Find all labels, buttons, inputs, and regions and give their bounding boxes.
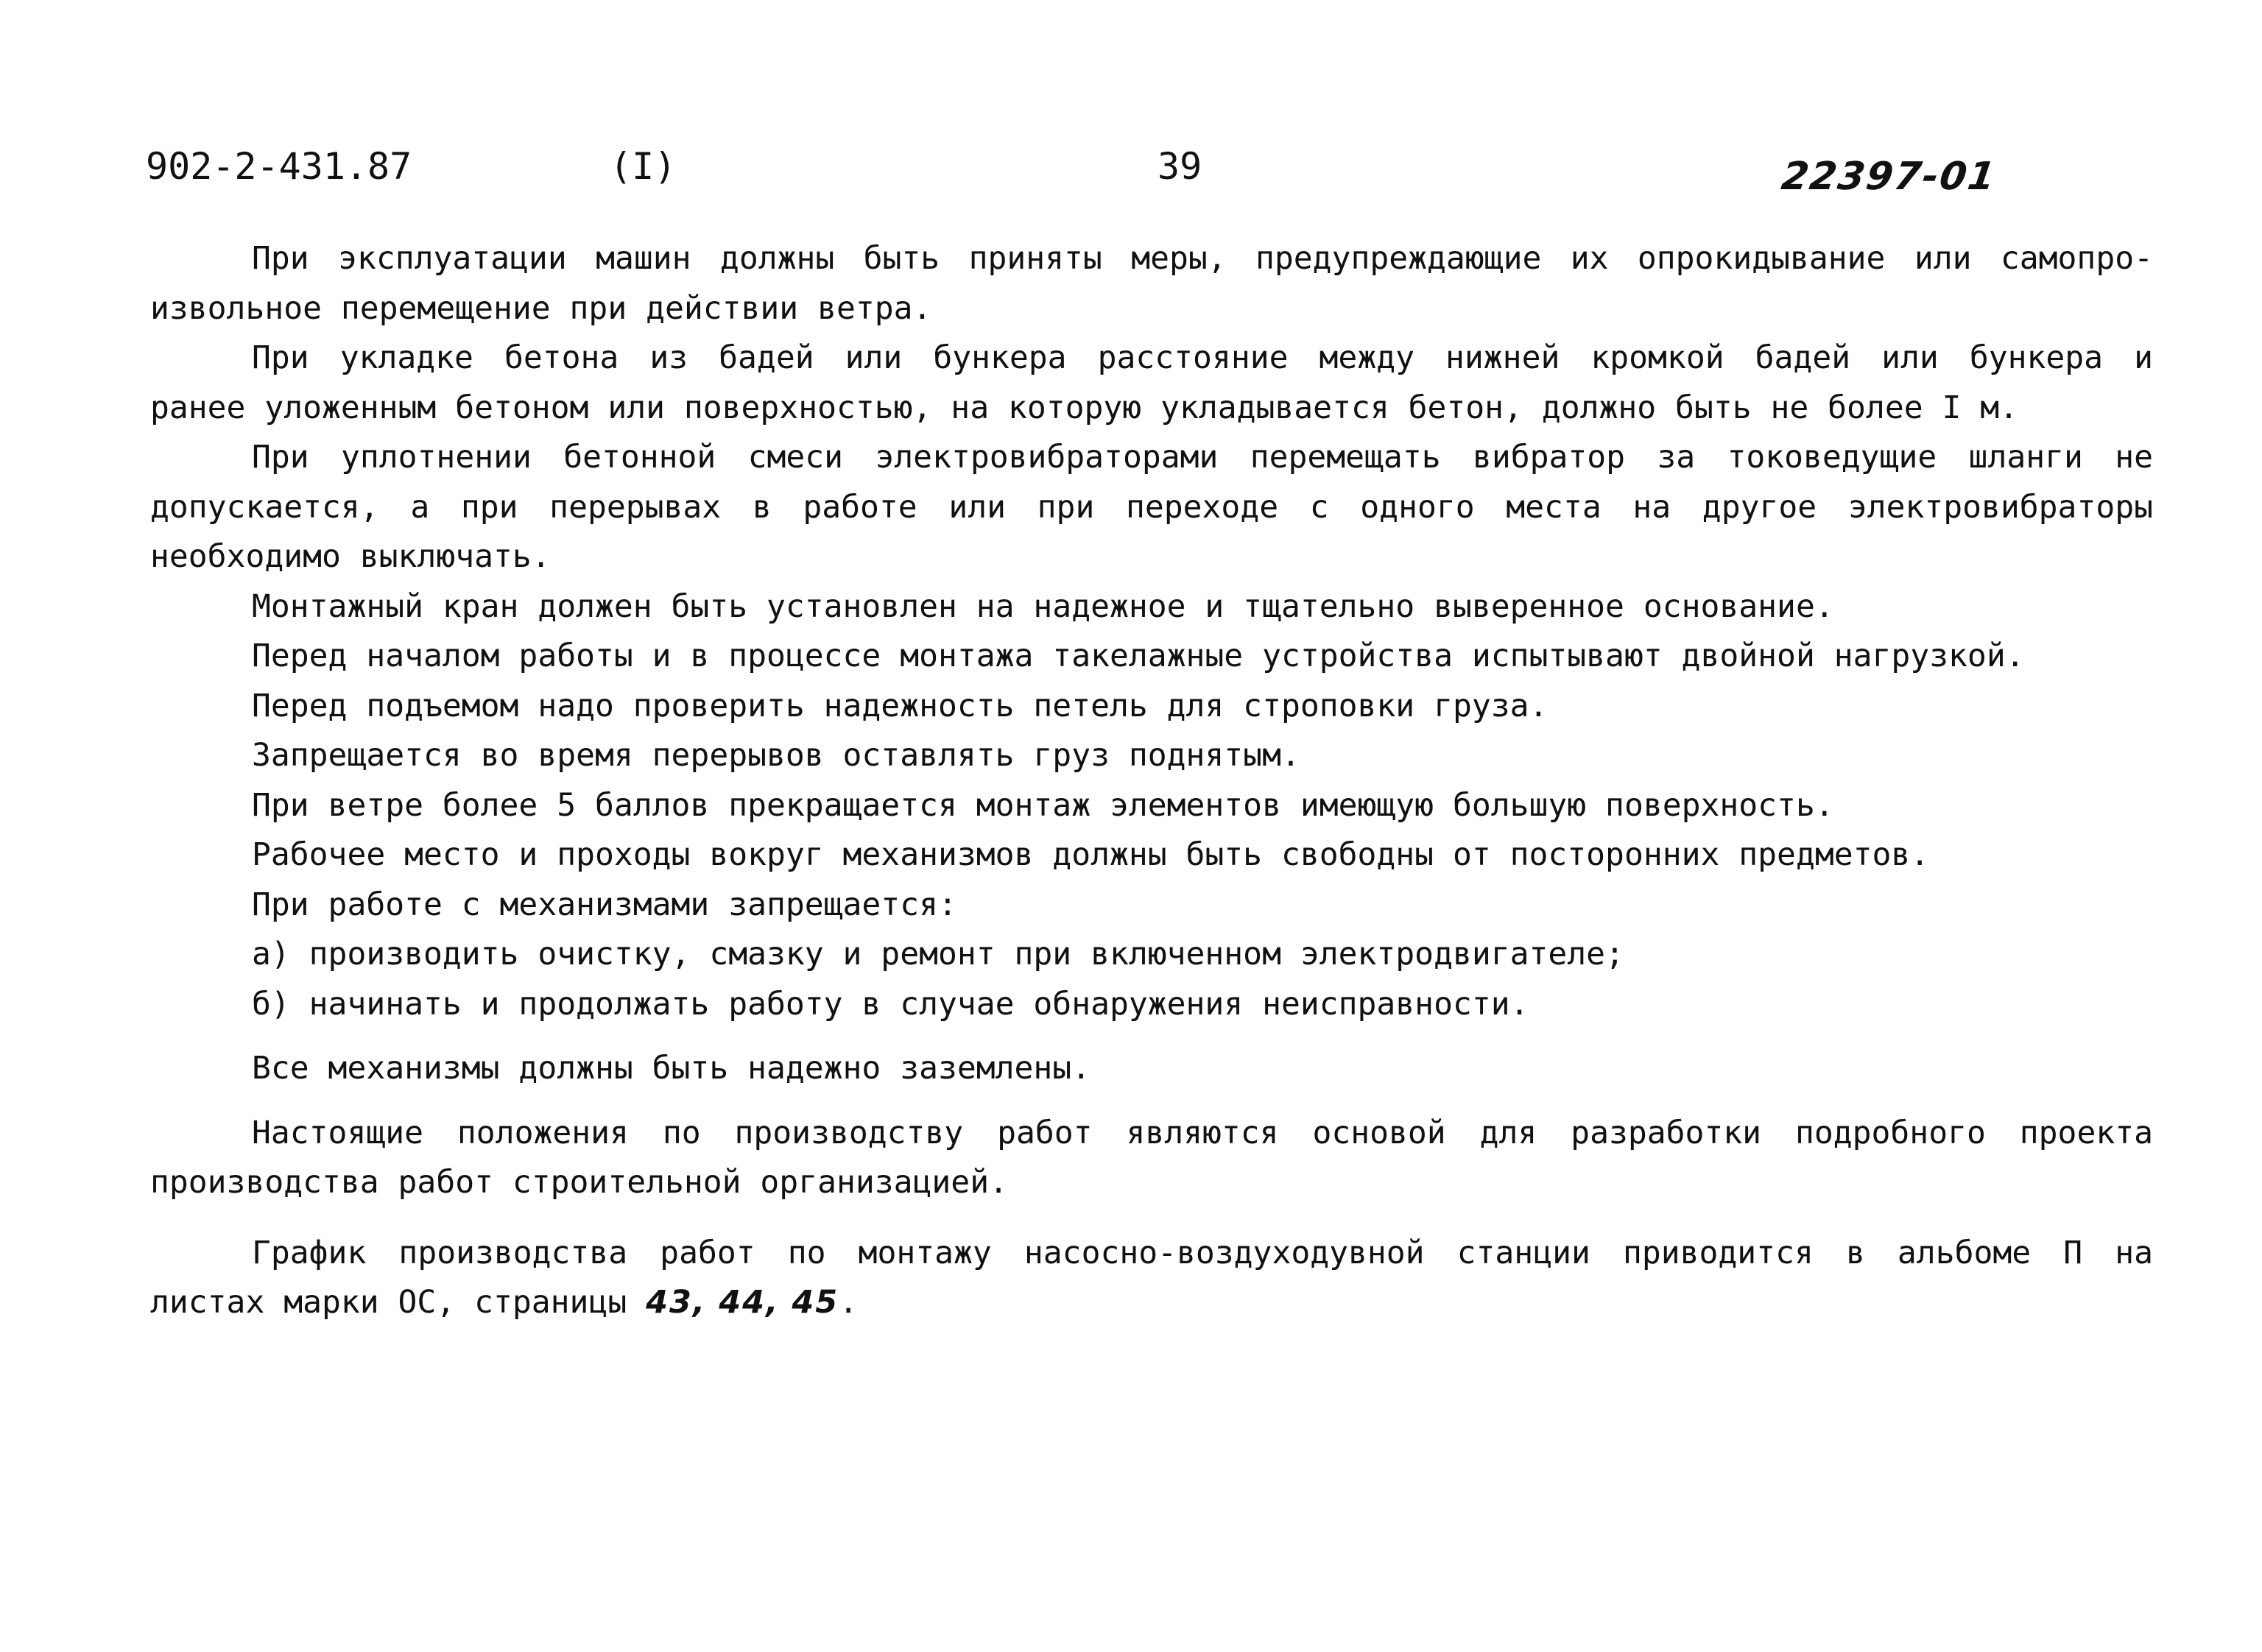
paragraph: [150, 1229, 2153, 1328]
paragraph: [150, 433, 2153, 582]
paragraph: Перед подъемом надо проверить надежность петель для строповки груза.: [252, 687, 1548, 724]
list-item: а) производить очистку, смазку и ремонт при включенном электродвигателе;: [252, 936, 1624, 973]
paragraph: [150, 234, 2153, 333]
part-number: (I): [610, 145, 677, 188]
document-body: [150, 234, 2153, 1328]
text-line: извольное перемещение при действии ветра.: [150, 289, 932, 327]
list-item: б) начинать и продолжать работу в случае обнаружения неисправности.: [252, 985, 1529, 1023]
paragraph: При ветре более 5 баллов прекращается монтаж элементов имеющую большую поверхность.: [252, 786, 1834, 824]
sheet-reference: листах марки ОС, страницы: [150, 1284, 646, 1321]
text-line: Настоящие положения по производству работ являются основой для разработки подробного проекта: [252, 1114, 2153, 1151]
text-line: При эксплуатации машин должны быть приняты меры, предупреждающие их опрокидывание или самопро-: [252, 240, 2153, 277]
paragraph: Запрещается во время перерывов оставлять груз поднятым.: [252, 737, 1300, 774]
paragraph: [150, 333, 2153, 433]
paragraph: Монтажный кран должен быть установлен на надежное и тщательно выверенное основание.: [252, 587, 1834, 625]
text-line: При укладке бетона из бадей или бункера расстояние между нижней кромкой бадей или бункера и: [252, 339, 2153, 376]
document-code: 902-2-431.87: [146, 145, 412, 188]
paragraph: При работе с механизмами запрещается:: [252, 886, 957, 923]
page-number: 39: [1158, 145, 1202, 188]
text-line: производства работ строительной организацией.: [150, 1164, 1008, 1201]
text-line: допускается, а при перерывах в работе или при переходе с одного места на другое электровибраторы: [150, 488, 2153, 526]
paragraph: Все механизмы должны быть надежно заземлены.: [252, 1050, 1091, 1087]
handwritten-reference: 22397-01: [1778, 155, 2000, 199]
paragraph: [150, 1109, 2153, 1208]
text-line: необходимо выключать.: [150, 538, 551, 575]
paragraph: Перед началом работы и в процессе монтажа такелажные устройства испытывают двойной нагрузкой.: [252, 638, 2025, 674]
sentence-end: .: [839, 1284, 859, 1321]
text-line: График производства работ по монтажу насосно-воздуходувной станции приводится в альбоме П на: [252, 1234, 2153, 1271]
text-line: ранее уложенным бетоном или поверхностью, на которую укладывается бетон, должно быть не более I м.: [150, 389, 2019, 426]
paragraph: Рабочее место и проходы вокруг механизмов должны быть свободны от посторонних предметов.: [252, 836, 1930, 873]
text-line: [150, 1278, 2153, 1328]
text-line: При уплотнении бетонной смеси электровибраторами перемещать вибратор за токоведущие шланги не: [252, 439, 2153, 476]
handwritten-page-numbers: 43, 44, 45: [646, 1284, 839, 1321]
